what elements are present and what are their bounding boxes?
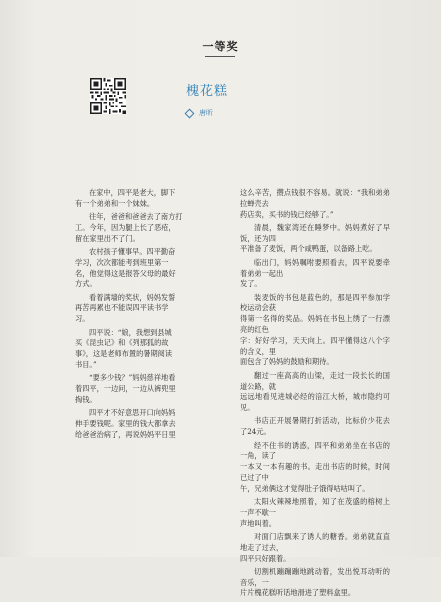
- paragraph: 四平才不好意思开口向妈妈 伸手要钱呢。家里的钱大都拿去 给爸爸治病了，再说妈妈平日里: [75, 408, 176, 439]
- paragraph: 清晨，魏家湾还在睡梦中。妈妈煮好了早饭，还为四 平准备了麦饭，两个咸鸭蛋，以备路上吃。: [240, 222, 390, 254]
- paragraph: 这么辛苦，攒点钱很不容易。就说：“我和弟弟拉蝉壳去 药店卖，买书的钱已经够了。”: [240, 188, 390, 219]
- paragraph: 书店正开展暑期打折活动，比标价少花去了24元。: [240, 416, 390, 437]
- prize-heading: 一等奖: [202, 40, 239, 53]
- paragraph: 四平说：“娘，我想到县城 买《昆虫记》和《列那狐的故 事》，这是老师布置的暑期阅读 书目。”: [75, 327, 173, 369]
- author-byline: [186, 108, 213, 118]
- diamond-icon: [185, 108, 195, 118]
- paragraph: 切割机蹦蹦蹦地跳动着，发出悦耳动听的音乐，一 片片槐花糕听话地滑进了塑料盒里。: [240, 566, 390, 598]
- paragraph: 翻过一座高高的山梁，走过一段长长的国道公路，就 远远地看见进城必经的涪江大桥，城市隐约可见。: [240, 370, 390, 413]
- paragraph: 太阳火辣辣地照着，知了在茂盛的榕树上一声不歇一 声地叫着。: [240, 497, 390, 528]
- qr-code-icon: [90, 78, 126, 114]
- right-text-column: [240, 188, 390, 602]
- left-text-column: [75, 188, 225, 443]
- paragraph: 装麦饭的书包是蓝色的，那是四平参加学校运动会获 得第一名得的奖品。妈妈在书包上绣了一行漂亮的红色 字：好好学习，天天向上。四平懂得这八个字的含义，里 面包含了妈妈的鼓励和期待。: [240, 292, 390, 367]
- heading-divider: [205, 56, 235, 57]
- paragraph: 往年，爸爸和爸爸去了南方打 工。今年，因为腿上长了恶疮， 留在家里出不了门。: [75, 212, 183, 243]
- paragraph: 农村孩子懂事早。四平勤奋 学习，次次都能考到班里第一 名，他觉得这是报答父母的最好 方式。: [75, 246, 176, 289]
- paragraph: 看着满墙的奖状，妈妈发誓 再苦再累也不能误四平读书学 习。: [75, 292, 176, 324]
- article-title: 槐花糕: [186, 84, 229, 99]
- paragraph: “要多少钱？”妈妈慈祥地看 着四平，一边问，一边从裤兜里 掏钱。: [75, 373, 176, 404]
- author-name: 唐昕: [199, 109, 213, 117]
- paragraph: 对面门店飘来了诱人的糖香。弟弟就直直地走了过去， 四平只好跟着。: [240, 531, 390, 563]
- paragraph: 经不住书的诱惑，四平和弟弟坐在书店的一角，读了 一本又一本有趣的书。走出书店的时候，时间已过了中 午，兄弟俩这才觉得肚子饿得咕咕叫了。: [240, 440, 390, 493]
- paragraph: 临出门，妈妈嘱咐要照看去，四平说要牵着弟弟一起出 发了。: [240, 257, 390, 289]
- paragraph: 在家中，四平是老大，脚下 有一个弟弟和一个妹妹。: [75, 188, 176, 208]
